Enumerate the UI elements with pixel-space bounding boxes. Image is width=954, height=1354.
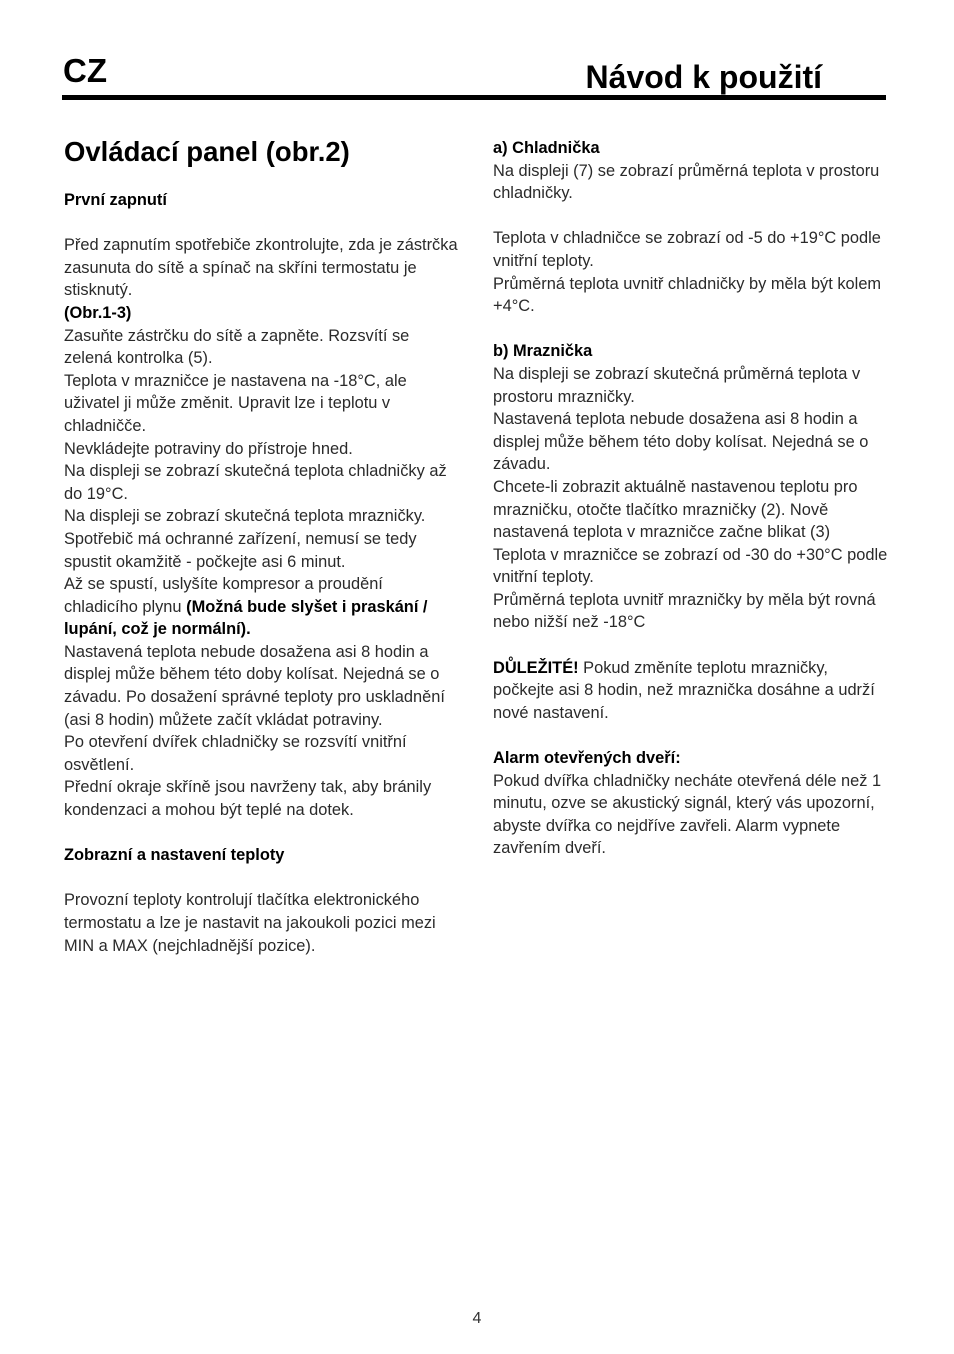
spacer [493, 634, 893, 657]
spacer [493, 205, 893, 228]
paragraph: Teplota v mrazničce se zobrazí od -30 do +30°C podle vnitřní teploty. [493, 545, 888, 587]
freezer-heading: b) Mraznička [493, 342, 593, 361]
paragraph: Průměrná teplota uvnitř mrazničky by měla být rovná nebo nižší než -18°C [493, 590, 876, 632]
paragraph [64, 573, 460, 641]
paragraph: Provozní teploty kontrolují tlačítka elektronického termostatu a lze je nastavit na jakoukoli pozici mezi MIN a MAX (nejchladnější pozice). [64, 891, 436, 955]
paragraph: Nevkládejte potraviny do přístroje hned. [64, 439, 353, 458]
important-label: DŮLEŽITÉ! [493, 658, 579, 677]
section-title: Ovládací panel (obr.2) [64, 136, 350, 167]
paragraph: Teplota v mrazničce je nastavena na -18°C, ale uživatel ji může změnit. Upravit lze i teplotu v chladničče. [64, 371, 407, 435]
paragraph: Nastavená teplota nebude dosažena asi 8 hodin a displej může během této doby kolísat. Nejedná se o závadu. [493, 410, 869, 474]
spacer [64, 822, 460, 845]
door-alarm-heading: Alarm otevřených dveří: [493, 749, 681, 768]
page-title: Návod k použití [585, 59, 822, 95]
paragraph: Teplota v chladničce se zobrazí od -5 do +19°C podle vnitřní teploty. [493, 229, 881, 270]
spacer [493, 724, 893, 747]
paragraph: Spotřebič má ochranné zařízení, nemusí se tedy spustit okamžitě - počkejte asi 6 minut. [64, 529, 417, 571]
paragraph: Přední okraje skříně jsou navrženy tak, aby bránily kondenzaci a mohou být teplé na dotek. [64, 778, 432, 820]
paragraph: Pokud dvířka chladničky necháte otevřená déle než 1 minutu, ozve se akustický signál, který vás upozorní, abyste dvířka co nejdříve zavřeli. Alarm vypnete zavřením dveří. [493, 771, 882, 858]
page-number: 4 [472, 1310, 482, 1327]
display-settings-heading: Zobrazní a nastavení teploty [64, 846, 285, 865]
paragraph: Před zapnutím spotřebiče zkontrolujte, zda je zástrčka zasunuta do sítě a spínač na skříni termostatu je stisknutý. [64, 236, 458, 300]
important-note [493, 657, 893, 725]
paragraph-bold-text: (Možná bude slyšet i praskání / lupání, což je normální). [64, 597, 428, 639]
figure-reference: (Obr.1-3) [64, 303, 132, 322]
paragraph: Na displeji (7) se zobrazí průměrná teplota v prostoru chladničky. [493, 161, 880, 203]
paragraph-text: Až se spustí, uslyšíte kompresor a proudění chladicího plynu [64, 575, 383, 616]
paragraph: Na displeji se zobrazí skutečná teplota mrazničky. [64, 507, 426, 526]
paragraph: Na displeji se zobrazí skutečná teplota chladničky až do 19°C. [64, 462, 447, 503]
fridge-heading: a) Chladnička [493, 139, 600, 157]
spacer [64, 212, 460, 235]
first-on-heading: První zapnutí [64, 191, 167, 209]
spacer [493, 318, 893, 341]
left-column [64, 134, 460, 957]
paragraph: Nastavená teplota nebude dosažena asi 8 hodin a displej může během této doby kolísat. Nejedná se o závadu. Po dosažení správné teploty pro uskladnění (asi 8 hodin) můžete začít vkládat potraviny. [64, 642, 445, 729]
header-lang: CZ [63, 52, 107, 89]
paragraph: Zasuňte zástrčku do sítě a zapněte. Rozsvítí se zelená kontrolka (5). [64, 326, 410, 368]
paragraph: Po otevření dvířek chladničky se rozsvítí vnitřní osvětlení. [64, 733, 407, 774]
important-text: Pokud změníte teplotu mrazničky, počkejte asi 8 hodin, než mraznička dosáhne a udrží nové nastavení. [493, 658, 875, 722]
paragraph: Průměrná teplota uvnitř chladničky by měla být kolem +4°C. [493, 274, 882, 316]
spacer [64, 867, 460, 890]
header-rule [62, 95, 886, 100]
right-column [493, 137, 893, 860]
paragraph: Na displeji se zobrazí skutečná průměrná teplota v prostoru mrazničky. [493, 364, 861, 406]
paragraph: Chcete-li zobrazit aktuálně nastavenou teplotu pro mrazničku, otočte tlačítko mrazničky (2). Nově nastavená teplota v mrazničce začne blikat (3) [493, 477, 858, 542]
